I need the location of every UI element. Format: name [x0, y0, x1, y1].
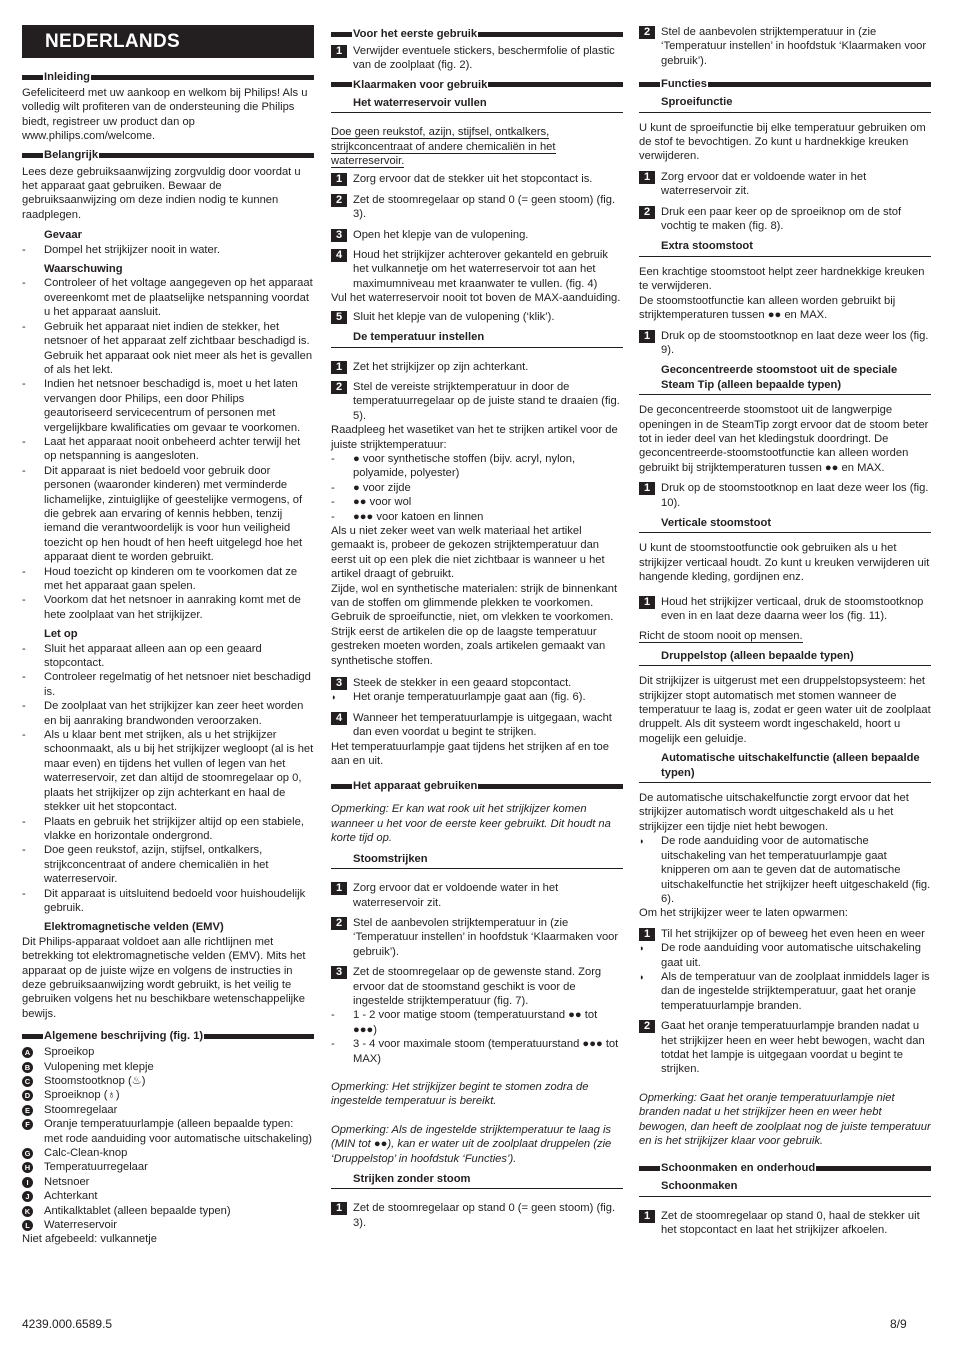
- list-item: [331, 1037, 623, 1066]
- caution-list: [22, 642, 314, 916]
- part-label: Stoomregelaar: [44, 1103, 118, 1116]
- step: 1 Zorg ervoor dat er voldoende water in het waterreservoir zit.: [331, 881, 623, 910]
- step: 3 Steek de stekker in een geaard stopcontact.: [331, 676, 623, 690]
- triangle-icon: ◗: [639, 943, 645, 954]
- part-letter-badge: G: [22, 1148, 33, 1159]
- step: 2 Stel de aanbevolen strijktemperatuur in (zie ‘Temperatuur instellen’ in hoofdstuk ‘Klaarmaken voor gebruik’).: [331, 916, 623, 959]
- part-item: [22, 1204, 314, 1218]
- dash-marker: -: [22, 277, 26, 290]
- part-label: Vulopening met klepje: [44, 1060, 154, 1073]
- list-item-text: Indien het netsnoer beschadigd is, moet u het laten vervangen door Philips, een door Philips geautoriseerd servicecentrum of personen met vergelijkbare kwalificaties om gevaar te voorkomen.: [44, 378, 301, 434]
- section-gebruiken: Het apparaat gebruiken: [331, 780, 623, 792]
- part-letter-badge: A: [22, 1047, 33, 1058]
- important-text: Lees deze gebruiksaanwijzing zorgvuldig door voordat u het apparaat gaat gebruiken. Bewaar de gebruiksaanwijzing om deze indien nodig te kunnen raadplegen.: [22, 165, 301, 221]
- steam-note-2: Opmerking: Als de ingestelde strijktemperatuur te laag is (MIN tot ●●), kan er water uit de zoolplaat druppelen (zie ‘Druppelstop’ in hoofdstuk ‘Functies’).: [331, 1123, 612, 1165]
- triangle-icon: ◗: [639, 971, 645, 982]
- fill-warning: Doe geen reukstof, azijn, stijfsel, ontkalkers, strijkconcentraat of andere chemicaliën in het waterreservoir.: [331, 126, 556, 168]
- heading-stoomstrijken: Stoomstrijken: [331, 852, 623, 869]
- dash-marker: -: [22, 642, 26, 655]
- section-functies: Functies: [639, 78, 931, 90]
- list-item-text: Dompel het strijkijzer nooit in water.: [44, 243, 220, 256]
- list-item: [331, 495, 623, 509]
- part-label: Stoomstootknop (♨): [44, 1075, 146, 1087]
- part-item: [22, 1045, 314, 1059]
- step: 1 Druk op de stoomstootknop en laat deze weer los (fig. 9).: [639, 329, 931, 358]
- list-item: [331, 510, 623, 524]
- step: 2 Stel de aanbevolen strijktemperatuur in (zie ‘Temperatuur instellen’ in hoofdstuk ‘Klaarmaken voor gebruik’).: [639, 25, 931, 68]
- step: 2 Druk een paar keer op de sproeiknop om de stof vochtig te maken (fig. 8).: [639, 205, 931, 234]
- section-belangrijk: Belangrijk: [22, 150, 314, 162]
- step-number: 1: [331, 45, 347, 58]
- triangle-icon: ◗: [331, 692, 337, 703]
- list-item-text: Laat het apparaat nooit onbeheerd achter terwijl het op netspanning is aangesloten.: [44, 435, 301, 463]
- heading-gevaar: Gevaar: [44, 229, 82, 242]
- not-shown-text: Niet afgebeeld: vulkannetje: [22, 1233, 157, 1246]
- heading-geconcentreerde-stoomstoot: Geconcentreerde stoomstoot uit de speciale Steam Tip (alleen bepaalde typen): [639, 363, 931, 395]
- result-item: ◗ De rode aanduiding voor de automatische uitschakeling van het temperatuurlampje gaat knipperen om aan te geven dat de automatische uitschakelfunctie het strijkijzer heeft uitgeschakeld (fig. 6).: [639, 835, 931, 905]
- column-2: [331, 25, 623, 1236]
- dash-marker: -: [22, 700, 26, 713]
- dash-marker: -: [22, 243, 26, 256]
- part-item: [22, 1146, 314, 1160]
- step: 2 Stel de vereiste strijktemperatuur in door de temperatuurregelaar op de juiste stand te draaien (fig. 5).: [331, 380, 623, 423]
- dash-marker: -: [22, 729, 26, 742]
- section-eerste-gebruik: Voor het eerste gebruik: [331, 28, 623, 40]
- part-item: [22, 1060, 314, 1074]
- temp-text-4: Het temperatuurlampje gaat tijdens het strijken af en toe aan en uit.: [331, 740, 609, 768]
- heading-verticale-stoomstoot: Verticale stoomstoot: [639, 516, 931, 533]
- list-item: [331, 481, 623, 495]
- autooff-text: De automatische uitschakelfunctie zorgt ervoor dat het strijkijzer automatisch wordt uitgeschakeld als u het strijkijzer een tijdje niet hebt bewogen.: [639, 792, 909, 833]
- emv-text: Dit Philips-apparaat voldoet aan alle richtlijnen met betrekking tot elektromagnetische velden (EMV). Mits het apparaat op de juiste wijze en volgens de instructies in deze gebruiksaanwijzing wordt gebruikt, is het veilig te gebruiken volgens het nu beschikbare wetenschappelijke bewijs.: [22, 935, 306, 1020]
- list-item: [22, 276, 314, 319]
- list-item-text: ● voor zijde: [353, 481, 411, 494]
- list-item-text: Controleer regelmatig of het netsnoer niet beschadigd is.: [44, 671, 311, 698]
- list-item: [22, 642, 314, 671]
- part-letter-badge: E: [22, 1105, 33, 1116]
- list-item: [331, 452, 623, 481]
- dash-marker: -: [22, 671, 26, 684]
- heading-schoonmaken: Schoonmaken: [639, 1179, 931, 1196]
- part-letter-badge: K: [22, 1206, 33, 1217]
- dash-marker: -: [331, 481, 335, 494]
- dash-marker: -: [22, 565, 26, 578]
- steam-note-1: Opmerking: Het strijkijzer begint te stomen zodra de ingestelde temperatuur is bereikt.: [331, 1080, 589, 1108]
- step: 1 Verwijder eventuele stickers, beschermfolie of plastic van de zoolplaat (fig. 2).: [331, 44, 623, 73]
- heading-waarschuwing: Waarschuwing: [44, 263, 123, 276]
- section-inleiding: Inleiding: [22, 71, 314, 83]
- heading-sproeifunctie: Sproeifunctie: [639, 95, 931, 112]
- column-3: [639, 25, 931, 1244]
- list-item-text: Doe geen reukstof, azijn, stijfsel, ontkalkers, strijkconcentraat of andere chemicaliën in het waterreservoir.: [44, 844, 269, 886]
- part-label: Waterreservoir: [44, 1219, 117, 1232]
- heading-temperatuur: De temperatuur instellen: [331, 330, 623, 347]
- list-item-text: Dit apparaat is niet bedoeld voor gebruik door personen (waaronder kinderen) met verminderde lichamelijke, zintuiglijke of geestelijke vermogens, of die gebrek aan ervaring of kennis hebben, tenzij iemand die verantwoordelijk is voor hun veiligheid toezicht op hen houdt of hen heeft uitgelegd hoe het apparaat dient te worden gebruikt.: [44, 464, 303, 564]
- section-schoonmaken: Schoonmaken en onderhoud: [639, 1162, 931, 1174]
- part-label: Sproeikop: [44, 1046, 95, 1059]
- dash-marker: -: [331, 510, 335, 523]
- part-letter-badge: D: [22, 1090, 33, 1101]
- part-label: Oranje temperatuurlampje (alleen bepaalde typen: met rode aanduiding voor automatische uitschakeling): [44, 1118, 313, 1145]
- part-label: Antikalktablet (alleen bepaalde typen): [44, 1204, 231, 1217]
- list-item: [22, 464, 314, 565]
- dash-marker: -: [331, 452, 335, 465]
- heading-druppelstop: Druppelstop (alleen bepaalde typen): [639, 649, 931, 666]
- vertical-text: U kunt de stoomstootfunctie ook gebruiken als u het strijkijzer verticaal houdt. Zo kunt u kreuken verwijderen uit hangende kleding, gordijnen enz.: [639, 542, 930, 584]
- section-klaarmaken: Klaarmaken voor gebruik: [331, 79, 623, 91]
- list-item: [22, 377, 314, 435]
- part-label: Calc-Clean-knop: [44, 1147, 128, 1160]
- list-item-text: Dit apparaat is uitsluitend bedoeld voor huishoudelijk gebruik.: [44, 887, 306, 914]
- list-item: [331, 1008, 623, 1037]
- list-item-text: Voorkom dat het netsnoer in aanraking komt met de hete zoolplaat van het strijkijzer.: [44, 594, 301, 621]
- list-item-text: ●● voor wol: [353, 496, 412, 509]
- step: 4 Wanneer het temperatuurlampje is uitgegaan, wacht dan even voordat u begint te strijken.: [331, 711, 623, 740]
- parts-list: [22, 1045, 314, 1232]
- heading-zonder-stoom: Strijken zonder stoom: [331, 1172, 623, 1189]
- temp-text-1: Raadpleeg het wasetiket van het te strijken artikel voor de juiste strijktemperatuur:: [331, 424, 618, 451]
- shot-text-2: De stoomstootfunctie kan alleen worden gebruikt bij strijktemperaturen tussen ●● en MAX.: [639, 294, 896, 322]
- list-item: [22, 699, 314, 728]
- step: 1 Til het strijkijzer op of beweeg het even heen en weer: [639, 927, 931, 941]
- result-item: ◗ Het oranje temperatuurlampje gaat aan (fig. 6).: [331, 691, 586, 704]
- list-item: [22, 565, 314, 594]
- list-item-text: Plaats en gebruik het strijkijzer altijd op een stabiele, vlakke en horizontale ondergrond.: [44, 815, 304, 842]
- dash-marker: -: [22, 815, 26, 828]
- dash-marker: -: [331, 1009, 335, 1022]
- list-item-text: Sluit het apparaat alleen aan op een geaard stopcontact.: [44, 642, 262, 670]
- autooff-note: Opmerking: Gaat het oranje temperatuurlampje niet branden nadat u het strijkijzer heen en weer hebt bewogen, dan heeft de zoolplaat nog de juiste temperatuur en is het strijkijzer klaar voor gebruik.: [639, 1091, 931, 1147]
- list-item-text: Controleer of het voltage aangegeven op het apparaat overeenkomt met de plaatselijke netspanning voordat u het apparaat aansluit.: [44, 277, 313, 319]
- page-number: 8/9: [890, 1317, 907, 1331]
- list-item: [22, 843, 314, 886]
- step: 3 Open het klepje van de vulopening.: [331, 228, 623, 242]
- part-item: [22, 1160, 314, 1174]
- part-label: Netsnoer: [44, 1175, 90, 1188]
- part-letter-badge: C: [22, 1076, 33, 1087]
- list-item: [22, 728, 314, 814]
- heading-extra-stoomstoot: Extra stoomstoot: [639, 239, 931, 256]
- autooff-text-2: Om het strijkijzer weer te laten opwarmen:: [639, 907, 848, 920]
- triangle-icon: ◗: [639, 836, 645, 847]
- part-letter-badge: F: [22, 1119, 33, 1130]
- heading-vullen: Het waterreservoir vullen: [331, 96, 623, 113]
- dash-marker: -: [22, 320, 26, 333]
- use-note: Opmerking: Er kan wat rook uit het strijkijzer komen wanneer u het voor de eerste keer gebruikt. Dit houdt na korte tijd op.: [331, 803, 611, 845]
- temp-text-2: Als u niet zeker weet van welk materiaal het artikel gemaakt is, probeer de gekozen strijktemperatuur dan eerst uit op een plek die niet zichtbaar is wanneer u het artikel draagt of gebruikt.: [331, 524, 605, 581]
- part-letter-badge: B: [22, 1062, 33, 1073]
- dash-marker: -: [22, 594, 26, 607]
- dash-marker: -: [22, 887, 26, 900]
- part-item: [22, 1088, 314, 1102]
- step: 4 Houd het strijkijzer achterover gekanteld en gebruik het vulkannetje om het waterreservoir tot aan het maximumniveau met kraanwater te vullen. (fig. 4): [331, 248, 623, 291]
- danger-list: [22, 243, 314, 257]
- dash-marker: -: [22, 378, 26, 391]
- step: 2 Zet de stoomregelaar op stand 0 (= geen stoom) (fig. 3).: [331, 193, 623, 222]
- part-letter-badge: H: [22, 1162, 33, 1173]
- list-item: [22, 593, 314, 622]
- list-item-text: ● voor synthetische stoffen (bijv. acryl, nylon, polyamide, polyester): [353, 452, 576, 480]
- part-letter-badge: L: [22, 1220, 33, 1231]
- spray-text: U kunt de sproeifunctie bij elke temperatuur gebruiken om de stof te bevochtigen. Zo kunt u hardnekkige kreuken verwijderen.: [639, 121, 926, 163]
- step: 1 Zorg ervoor dat de stekker uit het stopcontact is.: [331, 172, 623, 186]
- part-item: [22, 1117, 314, 1146]
- list-item-text: Gebruik het apparaat niet indien de stekker, het netsnoer of het apparaat zelf zichtbaar beschadigd is. Gebruik het apparaat ook niet meer als het is gevallen of als het lekt.: [44, 320, 313, 376]
- step: 1 Houd het strijkijzer verticaal, druk de stoomstootknop even in en laat deze daarna weer los (fig. 11).: [639, 595, 931, 624]
- list-item-text: ●●● voor katoen en linnen: [353, 510, 484, 523]
- column-1: [22, 25, 314, 1247]
- fill-note: Vul het waterreservoir nooit tot boven de MAX-aanduiding.: [331, 292, 621, 305]
- step: 1 Zorg ervoor dat er voldoende water in het waterreservoir zit.: [639, 170, 931, 199]
- part-letter-badge: J: [22, 1191, 33, 1202]
- temp-text-3: Zijde, wol en synthetische materialen: strijk de binnenkant van de stoffen om glimmende plekken te voorkomen. Gebruik de sproeifunctie, niet, om vlekken te voorkomen. Strijk eerst de artikelen die op de laagste temperatuur gestreken moeten worden, zoals artikelen gemaakt van synthetische stoffen.: [331, 582, 618, 667]
- intro-text: Gefeliciteerd met uw aankoop en welkom bij Philips! Als u volledig wilt profiteren van de ondersteuning die Philips biedt, registreer uw product dan op www.philips.com/welcome.: [22, 87, 308, 143]
- result-item: ◗ Als de temperatuur van de zoolplaat inmiddels lager is dan de ingestelde strijktemperatuur, gaat het oranje temperatuurlampje branden.: [639, 970, 930, 1012]
- heading-letop: Let op: [44, 628, 78, 641]
- step: 1 Zet de stoomregelaar op stand 0 (= geen stoom) (fig. 3).: [331, 1201, 623, 1230]
- part-label: Achterkant: [44, 1190, 98, 1203]
- language-title: NEDERLANDS: [22, 25, 314, 58]
- part-label: Temperatuurregelaar: [44, 1161, 148, 1174]
- part-item: [22, 1103, 314, 1117]
- part-letter-badge: I: [22, 1177, 33, 1188]
- document-code: 4239.000.6589.5: [22, 1317, 113, 1331]
- part-label: Sproeiknop (♁): [44, 1089, 120, 1102]
- list-item-text: Als u klaar bent met strijken, als u het strijkijzer schoonmaakt, als u bij het strijkijzer wegloopt (al is het maar even) en tijdens het vullen of legen van het waterreservoir, zet dan altijd de stoomregelaar op 0, plaats het strijkijzer op zijn achterkant en haal de stekker uit het stopcontact.: [44, 729, 314, 814]
- list-item: [22, 815, 314, 844]
- list-item: [22, 670, 314, 699]
- heading-automatische-uitschakeling: Automatische uitschakelfunctie (alleen bepaalde typen): [639, 751, 931, 783]
- dash-marker: -: [331, 1038, 335, 1051]
- dash-marker: -: [331, 496, 335, 509]
- list-item: [22, 243, 314, 257]
- step: 2 Gaat het oranje temperatuurlampje branden nadat u het strijkijzer heen en weer hebt bewogen, wacht dan totdat het lampje is uitgegaan voordat u begint te strijken.: [639, 1019, 931, 1077]
- dash-marker: -: [22, 844, 26, 857]
- dash-marker: -: [22, 435, 26, 448]
- step: 1 Zet het strijkijzer op zijn achterkant.: [331, 360, 623, 374]
- list-item: [22, 320, 314, 378]
- list-item-text: 1 - 2 voor matige stoom (temperatuurstand ●● tot ●●●): [353, 1009, 598, 1036]
- part-item: [22, 1175, 314, 1189]
- list-item-text: 3 - 4 voor maximale stoom (temperatuurstand ●●● tot MAX): [353, 1038, 619, 1065]
- heading-emv: Elektromagnetische velden (EMV): [44, 921, 224, 934]
- list-item: [22, 887, 314, 916]
- step: 3 Zet de stoomregelaar op de gewenste stand. Zorg ervoor dat de stoomstand geschikt is voor de ingestelde strijktemperatuur (fig. 7).: [331, 965, 623, 1008]
- dripstop-text: Dit strijkijzer is uitgerust met een druppelstopsysteem: het strijkijzer stopt automatisch met stomen wanneer de temperatuur te laag is, zodat er geen water uit de zoolplaat druppelt. Als dit systeem wordt ingeschakeld, hoort u mogelijk een geluidje.: [639, 675, 931, 745]
- shot-text-1: Een krachtige stoomstoot helpt zeer hardnekkige kreuken te verwijderen.: [639, 265, 925, 293]
- temperature-list: [331, 452, 623, 524]
- list-item: [22, 435, 314, 464]
- list-item-text: Houd toezicht op kinderen om te voorkomen dat ze met het apparaat gaan spelen.: [44, 565, 298, 592]
- step: 1 Druk op de stoomstootknop en laat deze weer los (fig. 10).: [639, 481, 931, 510]
- step: 1 Zet de stoomregelaar op stand 0, haal de stekker uit het stopcontact en laat het strijkijzer afkoelen.: [639, 1209, 931, 1238]
- result-item: ◗ De rode aanduiding voor automatische uitschakeling gaat uit.: [639, 942, 921, 969]
- list-item-text: De zoolplaat van het strijkijzer kan zeer heet worden en bij aanraking brandwonden veroorzaken.: [44, 700, 304, 727]
- part-item: [22, 1074, 314, 1088]
- vertical-warning: Richt de stoom nooit op mensen.: [639, 630, 803, 643]
- dash-marker: -: [22, 464, 26, 477]
- part-item: [22, 1189, 314, 1203]
- steamtip-text: De geconcentreerde stoomstoot uit de langwerpige openingen in de SteamTip zorgt ervoor dat de stoom beter tot in ieder deel van het kledingstuk doordringt. De geconcentreerde-stoomstootfunctie kan alleen worden gebruikt bij strijktemperaturen tussen ●● en MAX.: [639, 404, 929, 474]
- steam-list: [331, 1008, 623, 1066]
- part-item: [22, 1218, 314, 1232]
- step: 5 Sluit het klepje van de vulopening (‘klik’).: [331, 310, 623, 324]
- section-beschrijving: Algemene beschrijving (fig. 1): [22, 1030, 314, 1042]
- warning-list: [22, 276, 314, 622]
